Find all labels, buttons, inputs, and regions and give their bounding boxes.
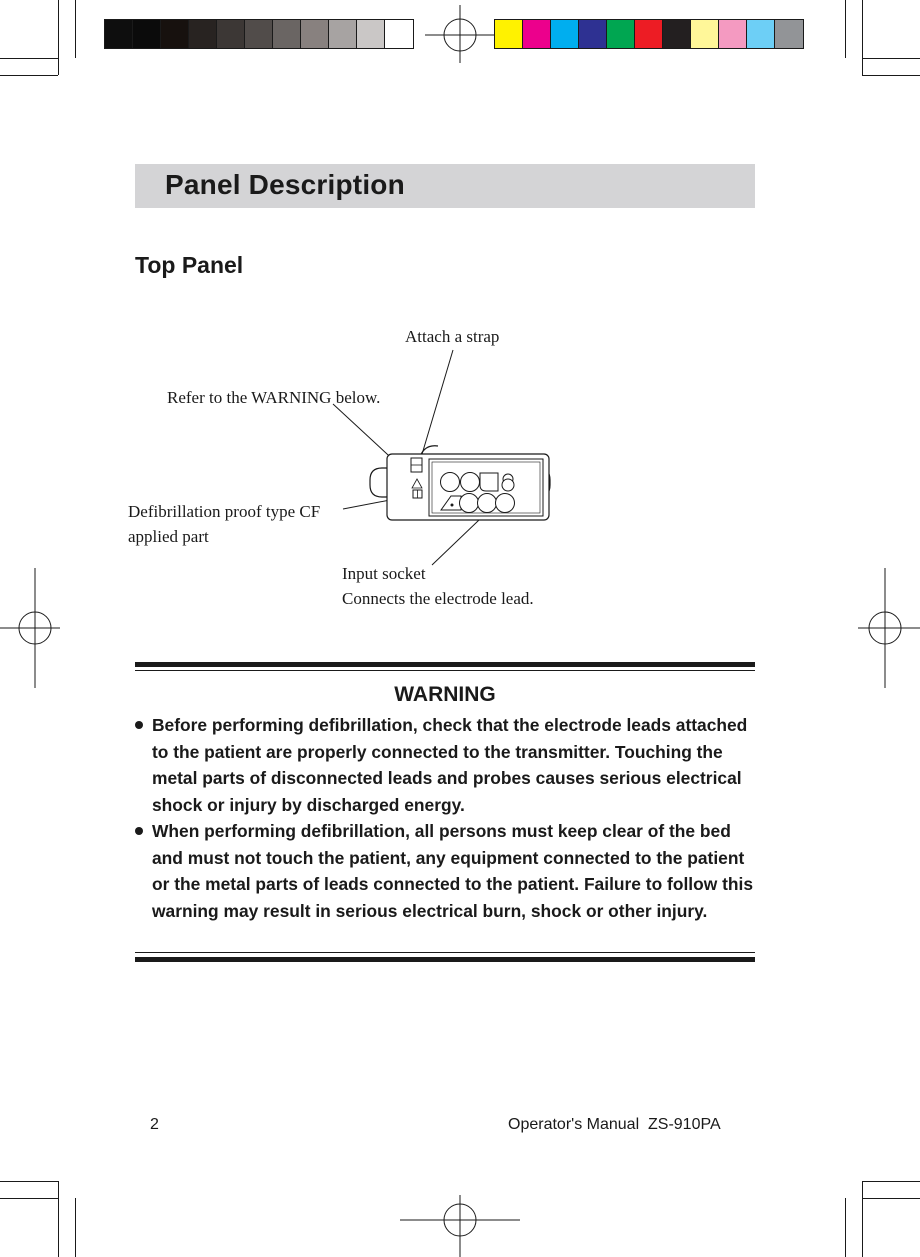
crop-mark bbox=[0, 58, 58, 59]
color-swatch bbox=[747, 20, 775, 48]
color-swatch bbox=[273, 20, 301, 48]
manual-title: Operator's Manual ZS-910PA bbox=[508, 1116, 721, 1133]
callout-cf-applied-part-line2: applied part bbox=[128, 527, 209, 546]
warning-top-rule-thick bbox=[135, 662, 755, 667]
warning-item bbox=[135, 712, 760, 818]
color-swatch bbox=[217, 20, 245, 48]
gray-color-bar bbox=[104, 19, 414, 49]
color-swatch bbox=[385, 20, 413, 48]
crop-mark bbox=[862, 0, 863, 75]
color-swatch bbox=[105, 20, 133, 48]
registration-mark-bottom bbox=[400, 1195, 520, 1257]
color-swatch bbox=[607, 20, 635, 48]
color-swatch bbox=[133, 20, 161, 48]
color-swatch bbox=[245, 20, 273, 48]
strap-leader-line bbox=[420, 350, 453, 461]
page-number: 2 bbox=[150, 1116, 159, 1133]
registration-mark-left bbox=[0, 568, 60, 688]
color-swatch bbox=[663, 20, 691, 48]
warning-list bbox=[135, 712, 760, 924]
crop-mark bbox=[862, 75, 920, 76]
color-swatch bbox=[635, 20, 663, 48]
registration-mark-top bbox=[425, 5, 495, 63]
color-swatch bbox=[551, 20, 579, 48]
section-header-band bbox=[135, 164, 755, 208]
crop-mark bbox=[862, 1181, 920, 1182]
subsection-title: Top Panel bbox=[135, 252, 244, 278]
callout-input-socket-line1: Input socket bbox=[342, 564, 426, 583]
color-swatch bbox=[579, 20, 607, 48]
warning-top-rule-thin bbox=[135, 670, 755, 671]
crop-mark bbox=[75, 1198, 76, 1257]
crop-mark bbox=[0, 1198, 58, 1199]
warning-item-text: When performing defibrillation, all persons must keep clear of the bed and must not touch the patient, any equipment connected to the patient or the metal parts of leads connected to the patient. Failure to follow this warning may result in serious electrical burn, shock or other injury. bbox=[152, 821, 754, 921]
callout-input-socket-line2: Connects the electrode lead. bbox=[342, 589, 534, 608]
crop-mark bbox=[862, 58, 920, 59]
callout-refer-warning: Refer to the WARNING below. bbox=[167, 388, 381, 407]
warning-title: WARNING bbox=[394, 683, 496, 706]
crop-mark bbox=[75, 0, 76, 58]
bullet-icon bbox=[135, 721, 143, 729]
callout-attach-strap: Attach a strap bbox=[405, 327, 500, 346]
color-swatch bbox=[495, 20, 523, 48]
crop-mark bbox=[862, 1198, 920, 1199]
color-swatch bbox=[775, 20, 803, 48]
warning-item bbox=[135, 818, 760, 924]
color-swatch bbox=[523, 20, 551, 48]
crop-mark bbox=[845, 1198, 846, 1257]
color-swatch bbox=[329, 20, 357, 48]
crop-mark bbox=[58, 0, 59, 75]
color-swatch bbox=[189, 20, 217, 48]
color-swatch bbox=[719, 20, 747, 48]
crop-mark bbox=[845, 0, 846, 58]
warning-bottom-rule-thin bbox=[135, 952, 755, 953]
crop-mark bbox=[0, 1181, 58, 1182]
callout-cf-applied-part-line1: Defibrillation proof type CF bbox=[128, 502, 321, 521]
process-color-bar bbox=[494, 19, 804, 49]
color-swatch bbox=[691, 20, 719, 48]
color-swatch bbox=[301, 20, 329, 48]
color-swatch bbox=[161, 20, 189, 48]
crop-mark bbox=[862, 1181, 863, 1257]
warning-item-text: Before performing defibrillation, check that the electrode leads attached to the patient are properly connected to the transmitter. Touching the metal parts of disconnected leads and probes causes serious electrical shock or injury by discharged energy. bbox=[152, 715, 748, 815]
crop-mark bbox=[0, 75, 58, 76]
bullet-icon bbox=[135, 827, 143, 835]
registration-mark-right bbox=[858, 568, 920, 688]
crop-mark bbox=[58, 1181, 59, 1257]
color-swatch bbox=[357, 20, 385, 48]
warning-bottom-rule-thick bbox=[135, 957, 755, 962]
section-title: Panel Description bbox=[165, 169, 405, 200]
